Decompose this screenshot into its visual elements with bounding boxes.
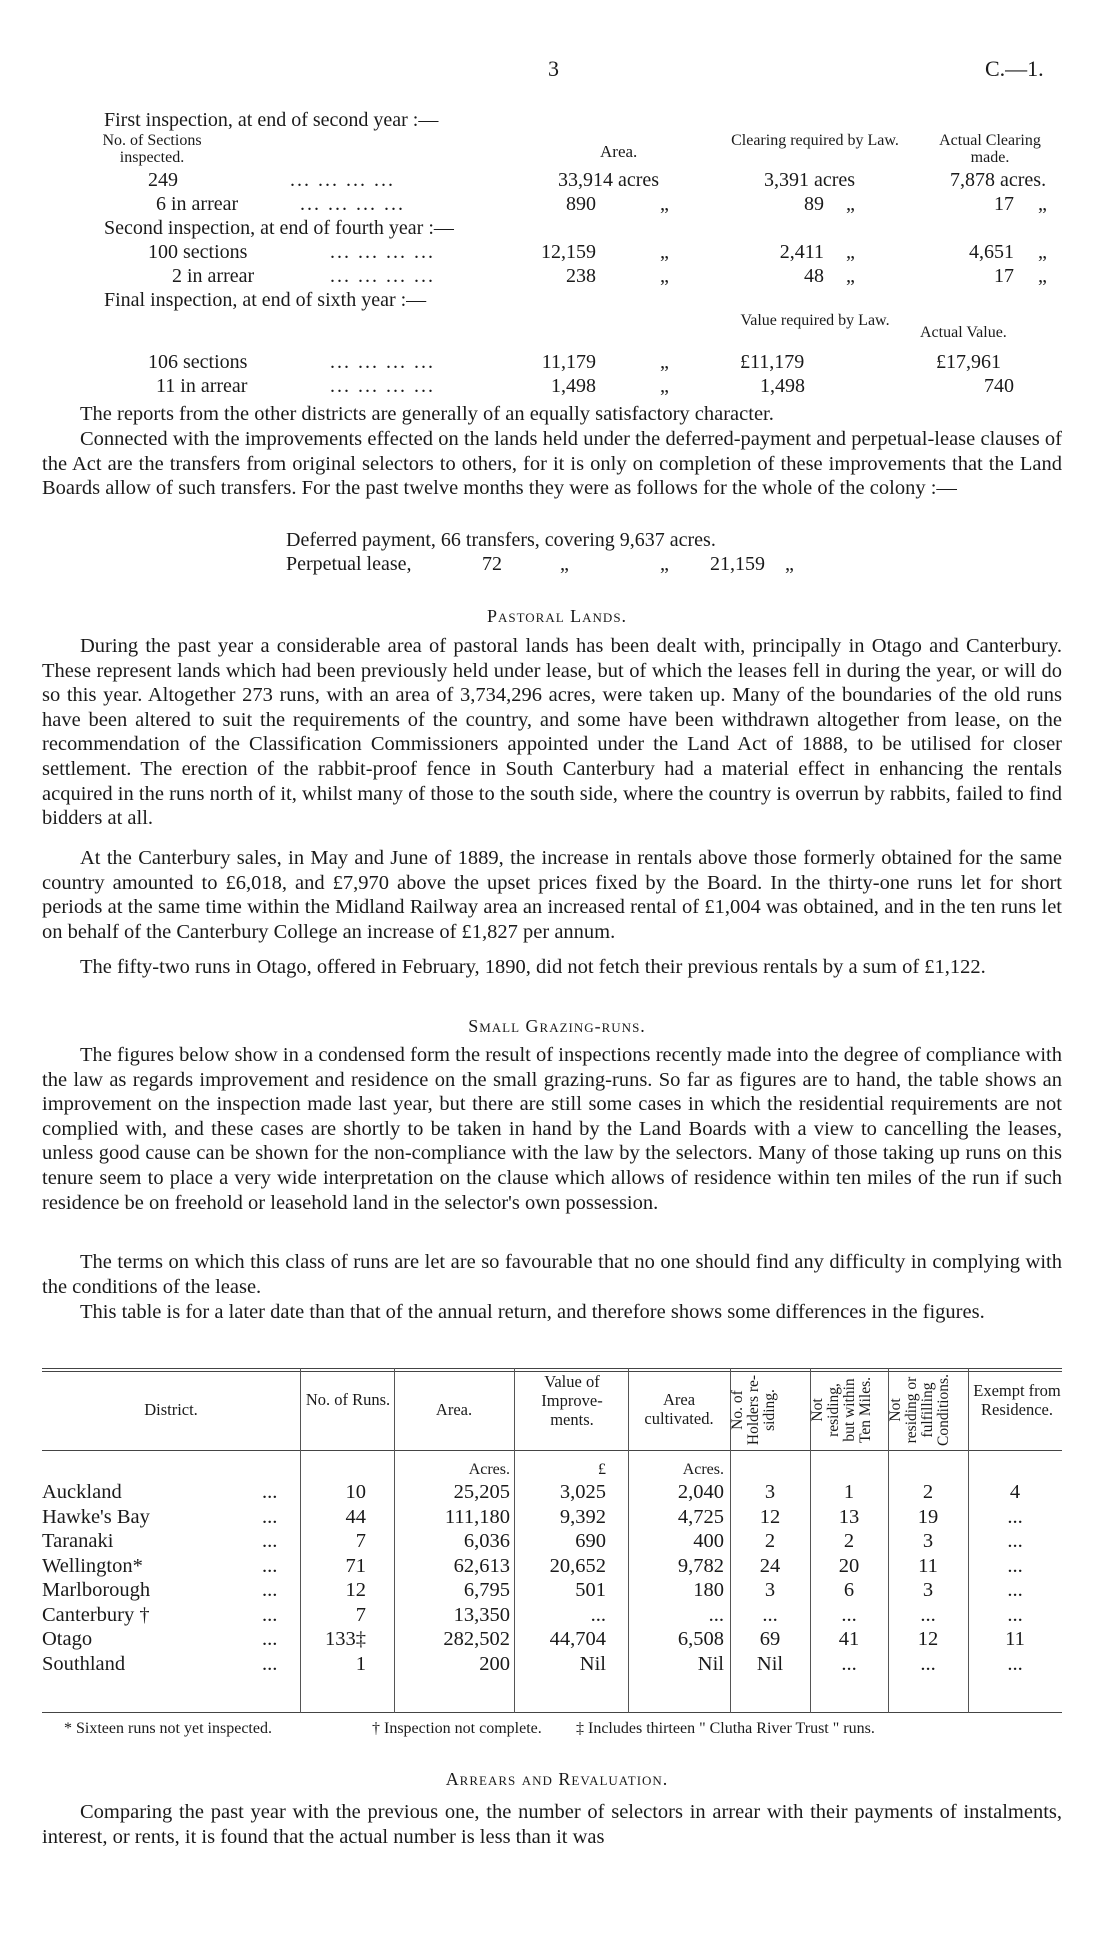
dot-leader: ... ... ... ... [330,241,435,263]
inspection-row-required: 3,391 acres [764,169,856,191]
cell-runs: 7 [355,1530,366,1552]
cell-district: Auckland [42,1481,122,1503]
transfer-line-label: Perpetual lease, [286,553,412,575]
cell-area: 200 [479,1652,510,1675]
cell-district: Wellington* [42,1554,143,1577]
inspection-row-label: 2 in arrear [172,265,255,287]
cell-ten: 6 [843,1579,855,1601]
ditto-mark: „ [660,351,669,373]
cell-runs: 12 [345,1579,366,1601]
cell-ex: ... [1007,1530,1023,1552]
cell-notr: 3 [922,1579,934,1601]
dot-leader: ... [262,1554,278,1577]
cell-area: 25,205 [453,1481,510,1503]
cell-res: 3 [764,1481,776,1503]
dot-leader: ... [262,1628,278,1650]
paragraph: The terms on which this class of runs are let are so favourable that no one should find any difficulty in complying with the conditions of the lease. [42,1251,1062,1298]
cell-notr: 2 [922,1481,934,1503]
header-exempt: Exempt from Residence. [973,1381,1061,1419]
cell-ten: 2 [843,1530,855,1552]
col-header-actual-clearing: Actual Clearing made. [939,132,1041,166]
dot-leader: ... [262,1652,278,1675]
transfer-count: 72 [482,553,502,575]
footnote: * Sixteen runs not yet inspected. [64,1720,272,1737]
cell-notr: 19 [917,1505,939,1528]
cell-notr: 3 [922,1530,934,1552]
ditto-mark: „ [660,193,669,215]
cell-notr: ... [920,1652,936,1675]
cell-notr: 12 [917,1628,939,1650]
cell-runs: 44 [345,1505,366,1528]
cell-cult: ... [708,1603,724,1626]
cell-cult: 2,040 [677,1481,724,1503]
inspection-row-label: 100 sections [148,241,248,263]
footnote: ‡ Includes thirteen " Clutha River Trust " runs. [576,1720,875,1737]
cell-ex: 4 [1009,1481,1021,1503]
cell-ex: 11 [1005,1628,1025,1650]
cell-runs: 10 [345,1481,366,1503]
paragraph: At the Canterbury sales, in May and June of 1889, the increase in rentals above those formerly obtained for the same country amounted to £6,018, and £7,970 above the upset prices fixed by the Board. In the thirty-one runs let for short periods at the same time within the Midland Railway area an increased rental of £1,004 was obtained, and in the ten runs let on behalf of the Canterbury College an increase of £1,827 per annum. [42,847,1062,943]
cell-district: Hawke's Bay [42,1505,150,1528]
footnote: † Inspection not complete. [372,1720,542,1737]
cell-notr: ... [920,1603,936,1626]
cell-area: 282,502 [443,1628,510,1650]
cell-area: 13,350 [453,1603,510,1626]
header-value: Value of Improve- ments. [541,1372,603,1429]
cell-cult: 4,725 [677,1505,724,1528]
cell-area: 6,036 [463,1530,510,1552]
inspection-row-actual: 4,651 [969,241,1014,263]
document-reference: C.—1. [985,56,1044,81]
ditto-mark: „ [660,553,669,575]
cell-district: Marlborough [42,1579,151,1601]
dot-leader: ... [262,1530,278,1552]
paragraph: The reports from the other districts are generally of an equally satisfactory character. [80,403,774,425]
ditto-mark: „ [1038,193,1047,215]
ditto-mark: „ [660,265,669,287]
dot-leader: ... [262,1579,278,1601]
paragraph: Comparing the past year with the previous one, the number of selectors in arrear with their payments of instalments, interest, or rents, it is found that the actual number is less than it was [42,1801,1062,1848]
ditto-mark: „ [560,553,569,575]
inspection-row-area: 12,159 [541,241,596,263]
section-heading: Arrears and Revaluation. [445,1769,669,1789]
ditto-mark: „ [1038,265,1047,287]
cell-ex: ... [1007,1554,1023,1577]
header-holders-residing: No. of Holders re- siding. [729,1374,778,1446]
cell-area: 6,795 [463,1579,510,1601]
inspection-row-required: 1,498 [760,375,805,397]
inspection-row-required: 48 [804,265,824,287]
inspection-row-area: 1,498 [551,375,596,397]
dot-leader: ... ... ... ... [290,169,395,191]
cell-value: 690 [575,1530,606,1552]
cell-ten: 13 [838,1505,860,1528]
table-rule [42,1712,1062,1713]
inspection-row-required: 89 [804,193,824,215]
inspection-row-actual: £17,961 [936,351,1001,373]
column-divider [300,1368,301,1713]
col-header-area: Area. [600,142,638,161]
section-heading: Small Grazing-runs. [468,1016,646,1036]
header-district: District. [144,1400,198,1419]
cell-district: Otago [42,1628,93,1650]
cell-ex: ... [1007,1505,1023,1528]
cell-res: 24 [759,1554,781,1577]
first-inspection-title: First inspection, at end of second year :— [104,109,439,131]
cell-cult: 6,508 [677,1628,724,1650]
inspection-row-actual: 17 [994,265,1014,287]
ditto-mark: „ [660,375,669,397]
table-rule [42,1368,1062,1369]
inspection-row-required: £11,179 [740,351,805,373]
cell-runs: 1 [355,1652,366,1675]
cell-res: 2 [764,1530,776,1552]
inspection-row-label: 11 in arrear [156,375,248,397]
cell-district: Canterbury † [42,1603,150,1626]
cell-value: ... [590,1603,606,1626]
second-inspection-title: Second inspection, at end of fourth year :— [104,217,454,239]
cell-runs: 71 [345,1554,366,1577]
inspection-row-actual: 740 [984,375,1014,397]
ditto-mark: „ [660,241,669,263]
dot-leader: ... ... ... ... [330,375,435,397]
cell-res: ... [762,1603,778,1626]
ditto-mark: „ [846,265,855,287]
cell-res: Nil [756,1652,784,1675]
header-not-fulfilling: Not residing or fulfilling Conditions. [887,1374,952,1446]
cell-runs: 7 [355,1603,366,1626]
cell-value: 3,025 [559,1481,606,1503]
cell-ten: 1 [843,1481,855,1503]
paragraph: During the past year a considerable area of pastoral lands has been dealt with, principally in Otago and Canterbury. These represent lands which had been previously held under lease, but of which the leases fell in during the year, or will do so this year. Altogether 273 runs, with an area of 3,734,296 acres, were taken up. Many of the boundaries of the old runs have been altered to suit the requirements of the country, and some have been withdrawn altogether from lease, on the recommendation of the Classification Commissioners appointed under the Land Act of 1888, to be utilised for closer settlement. The erection of the rabbit-proof fence in South Canterbury had a material effect in enhancing the rentals acquired in the runs north of it, whilst many of those to the south side, where the country is overrun by rabbits, failed to find bidders at all. [42,635,1062,830]
cell-cult: 400 [693,1530,724,1552]
inspection-row-label: 249 [148,169,178,191]
paragraph: The figures below show in a condensed form the result of inspections recently made into the degree of compliance with the law as regards improvement and residence on the small grazing-runs. So far as figures are to hand, the table shows an improvement on the inspection made last year, but there are still some cases in which the residential requirements are not complied with, and these cases are shortly to be taken in hand by the Land Boards with a view to cancelling the leases, unless good cause can be shown for the non-compliance with the law by the selectors. Many of those taking up runs on this tenure seem to place a very wide interpretation on the clause which allows of residence within ten miles of the run if such residence be on freehold or leasehold land in the selector's own possession. [42,1044,1062,1214]
inspection-row-area: 33,914 acres [558,169,660,191]
header-runs: No. of Runs. [305,1390,391,1409]
cell-res: 12 [759,1505,781,1528]
inspection-row-actual: 17 [994,193,1014,215]
header-within-ten-miles: Not residing, but within Ten Miles. [809,1376,874,1444]
header-cultivated: Area cultivated. [644,1390,714,1428]
ditto-mark: „ [1038,241,1047,263]
transfer-line: Deferred payment, 66 transfers, covering 9,637 acres. [286,529,716,551]
section-heading: Pastoral Lands. [486,606,628,626]
cell-ex: ... [1007,1603,1023,1626]
col-header-sections: No. of Sections inspected. [102,132,202,166]
cell-area: 62,613 [453,1554,510,1577]
cell-ex: ... [1007,1579,1023,1601]
cell-ten: 20 [838,1554,860,1577]
table-rule [42,1450,1062,1451]
cell-value: 501 [575,1579,606,1601]
ditto-mark: „ [846,241,855,263]
transfer-acres: 21,159 [710,553,765,575]
inspection-row-label: 6 in arrear [156,193,239,215]
cell-cult: Nil [697,1652,724,1675]
dot-leader: ... ... ... ... [330,351,435,373]
cell-value: 9,392 [559,1505,606,1528]
dot-leader: ... [262,1505,278,1528]
inspection-row-area: 11,179 [541,351,596,373]
grazing-runs-table [42,1368,1062,1713]
cell-res: 69 [759,1628,781,1650]
col-header-value-required: Value required by Law. [740,312,890,329]
inspection-row-actual: 7,878 acres. [950,169,1047,191]
cell-value: 20,652 [549,1554,606,1577]
cell-cult: 180 [693,1579,724,1601]
dot-leader: ... ... ... ... [300,193,405,215]
cell-ten: ... [841,1603,857,1626]
cell-area: 111,180 [444,1505,510,1528]
inspection-row-required: 2,411 [779,241,824,263]
inspection-row-label: 106 sections [148,351,248,373]
cell-runs: 133‡ [325,1628,366,1650]
header-area: Area. [435,1400,473,1419]
cell-value: Nil [579,1652,606,1675]
ditto-mark: „ [785,553,794,575]
paragraph: This table is for a later date than that of the annual return, and therefore shows some differences in the figures. [80,1301,985,1323]
cell-ten: ... [841,1652,857,1675]
cell-res: 3 [764,1579,776,1601]
final-inspection-title: Final inspection, at end of sixth year :— [104,289,427,311]
unit-label: Acres. [682,1461,724,1478]
cell-district: Taranaki [42,1530,114,1552]
paragraph: Connected with the improvements effected on the lands held under the deferred-payment and perpetual-lease clauses of the Act are the transfers from original selectors to others, for it is only on completion of these improvements that the Land Boards allow of such transfers. For the past twelve months they were as follows for the whole of the colony :— [42,428,1062,500]
cell-district: Southland [42,1652,126,1675]
ditto-mark: „ [846,193,855,215]
dot-leader: ... [262,1603,278,1626]
cell-ten: 41 [838,1628,860,1650]
unit-label: £ [598,1461,606,1478]
paragraph: The fifty-two runs in Otago, offered in February, 1890, did not fetch their previous rentals by a sum of £1,122. [80,956,986,978]
unit-label: Acres. [468,1461,510,1478]
col-header-actual-value: Actual Value. [920,324,1007,341]
cell-cult: 9,782 [677,1554,724,1577]
col-header-clearing-required: Clearing required by Law. [731,132,899,149]
inspection-row-area: 238 [566,265,596,287]
cell-ex: ... [1007,1652,1023,1675]
dot-leader: ... [262,1481,278,1503]
dot-leader: ... ... ... ... [330,265,435,287]
cell-notr: 11 [918,1554,938,1577]
page-number: 3 [548,56,559,81]
inspection-row-area: 890 [566,193,596,215]
cell-value: 44,704 [549,1628,606,1650]
